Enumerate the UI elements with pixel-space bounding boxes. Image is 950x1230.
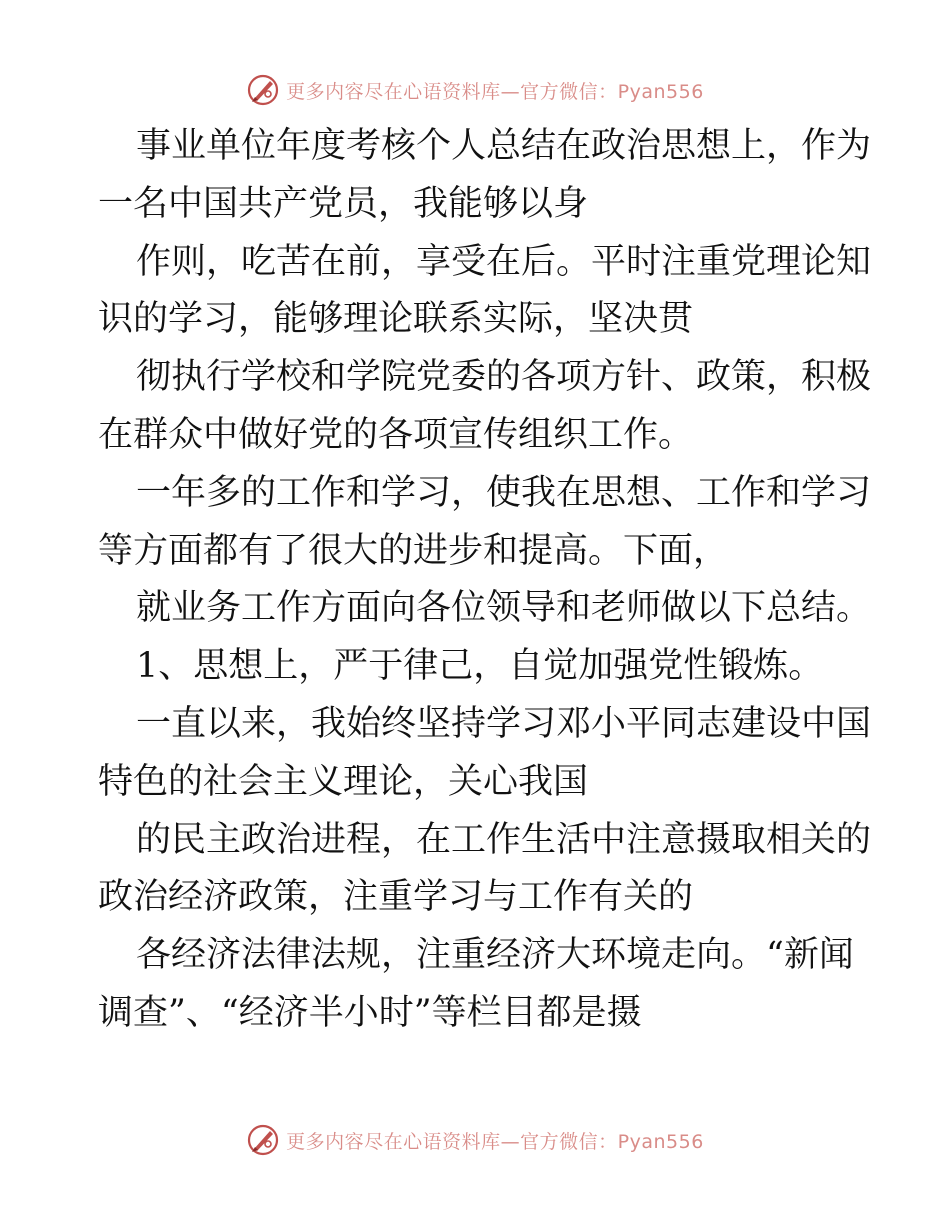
text-line: 等方面都有了很大的进步和提高。下面， (98, 530, 729, 571)
pen-circle-logo-icon (246, 1123, 280, 1157)
text-line: 事业单位年度考核个人总结在政治思想上，作为 (136, 126, 872, 166)
text-line: 特色的社会主义理论，关心我国 (98, 761, 589, 802)
text-line: 就业务工作方面向各位领导和老师做以下总结。 (136, 588, 872, 629)
header-watermark (0, 70, 950, 110)
text-line: 识的学习，能够理论联系实际，坚决贯 (98, 299, 694, 340)
text-line: 一名中国共产党员，我能够以身 (98, 183, 589, 224)
footer-watermark-text: 更多内容尽在心语资料库—官方微信：Pyan556 (286, 1130, 704, 1153)
text-line: 各经济法律法规，注重经济大环境走向。“新闻 (136, 935, 854, 976)
text-line: 的民主政治进程，在工作生活中注意摄取相关的 (136, 819, 872, 860)
pen-circle-logo-icon (246, 73, 280, 107)
text-line: 一直以来，我始终坚持学习邓小平同志建设中国 (136, 703, 872, 744)
header-watermark-text: 更多内容尽在心语资料库—官方微信：Pyan556 (286, 80, 704, 103)
text-line: 在群众中做好党的各项宣传组织工作。 (98, 414, 694, 455)
text-line: 政治经济政策，注重学习与工作有关的 (98, 877, 694, 918)
text-line: 1、思想上，严于律己，自觉加强党性锻炼。 (136, 646, 824, 687)
body-text (98, 118, 872, 1043)
footer-watermark (0, 1120, 950, 1160)
text-line: 调查”、“经济半小时”等栏目都是摄 (98, 992, 642, 1033)
text-line: 作则，吃苦在前，享受在后。平时注重党理论知 (136, 241, 872, 282)
text-line: 一年多的工作和学习，使我在思想、工作和学习 (136, 472, 872, 513)
text-line: 彻执行学校和学院党委的各项方针、政策，积极 (136, 357, 872, 398)
